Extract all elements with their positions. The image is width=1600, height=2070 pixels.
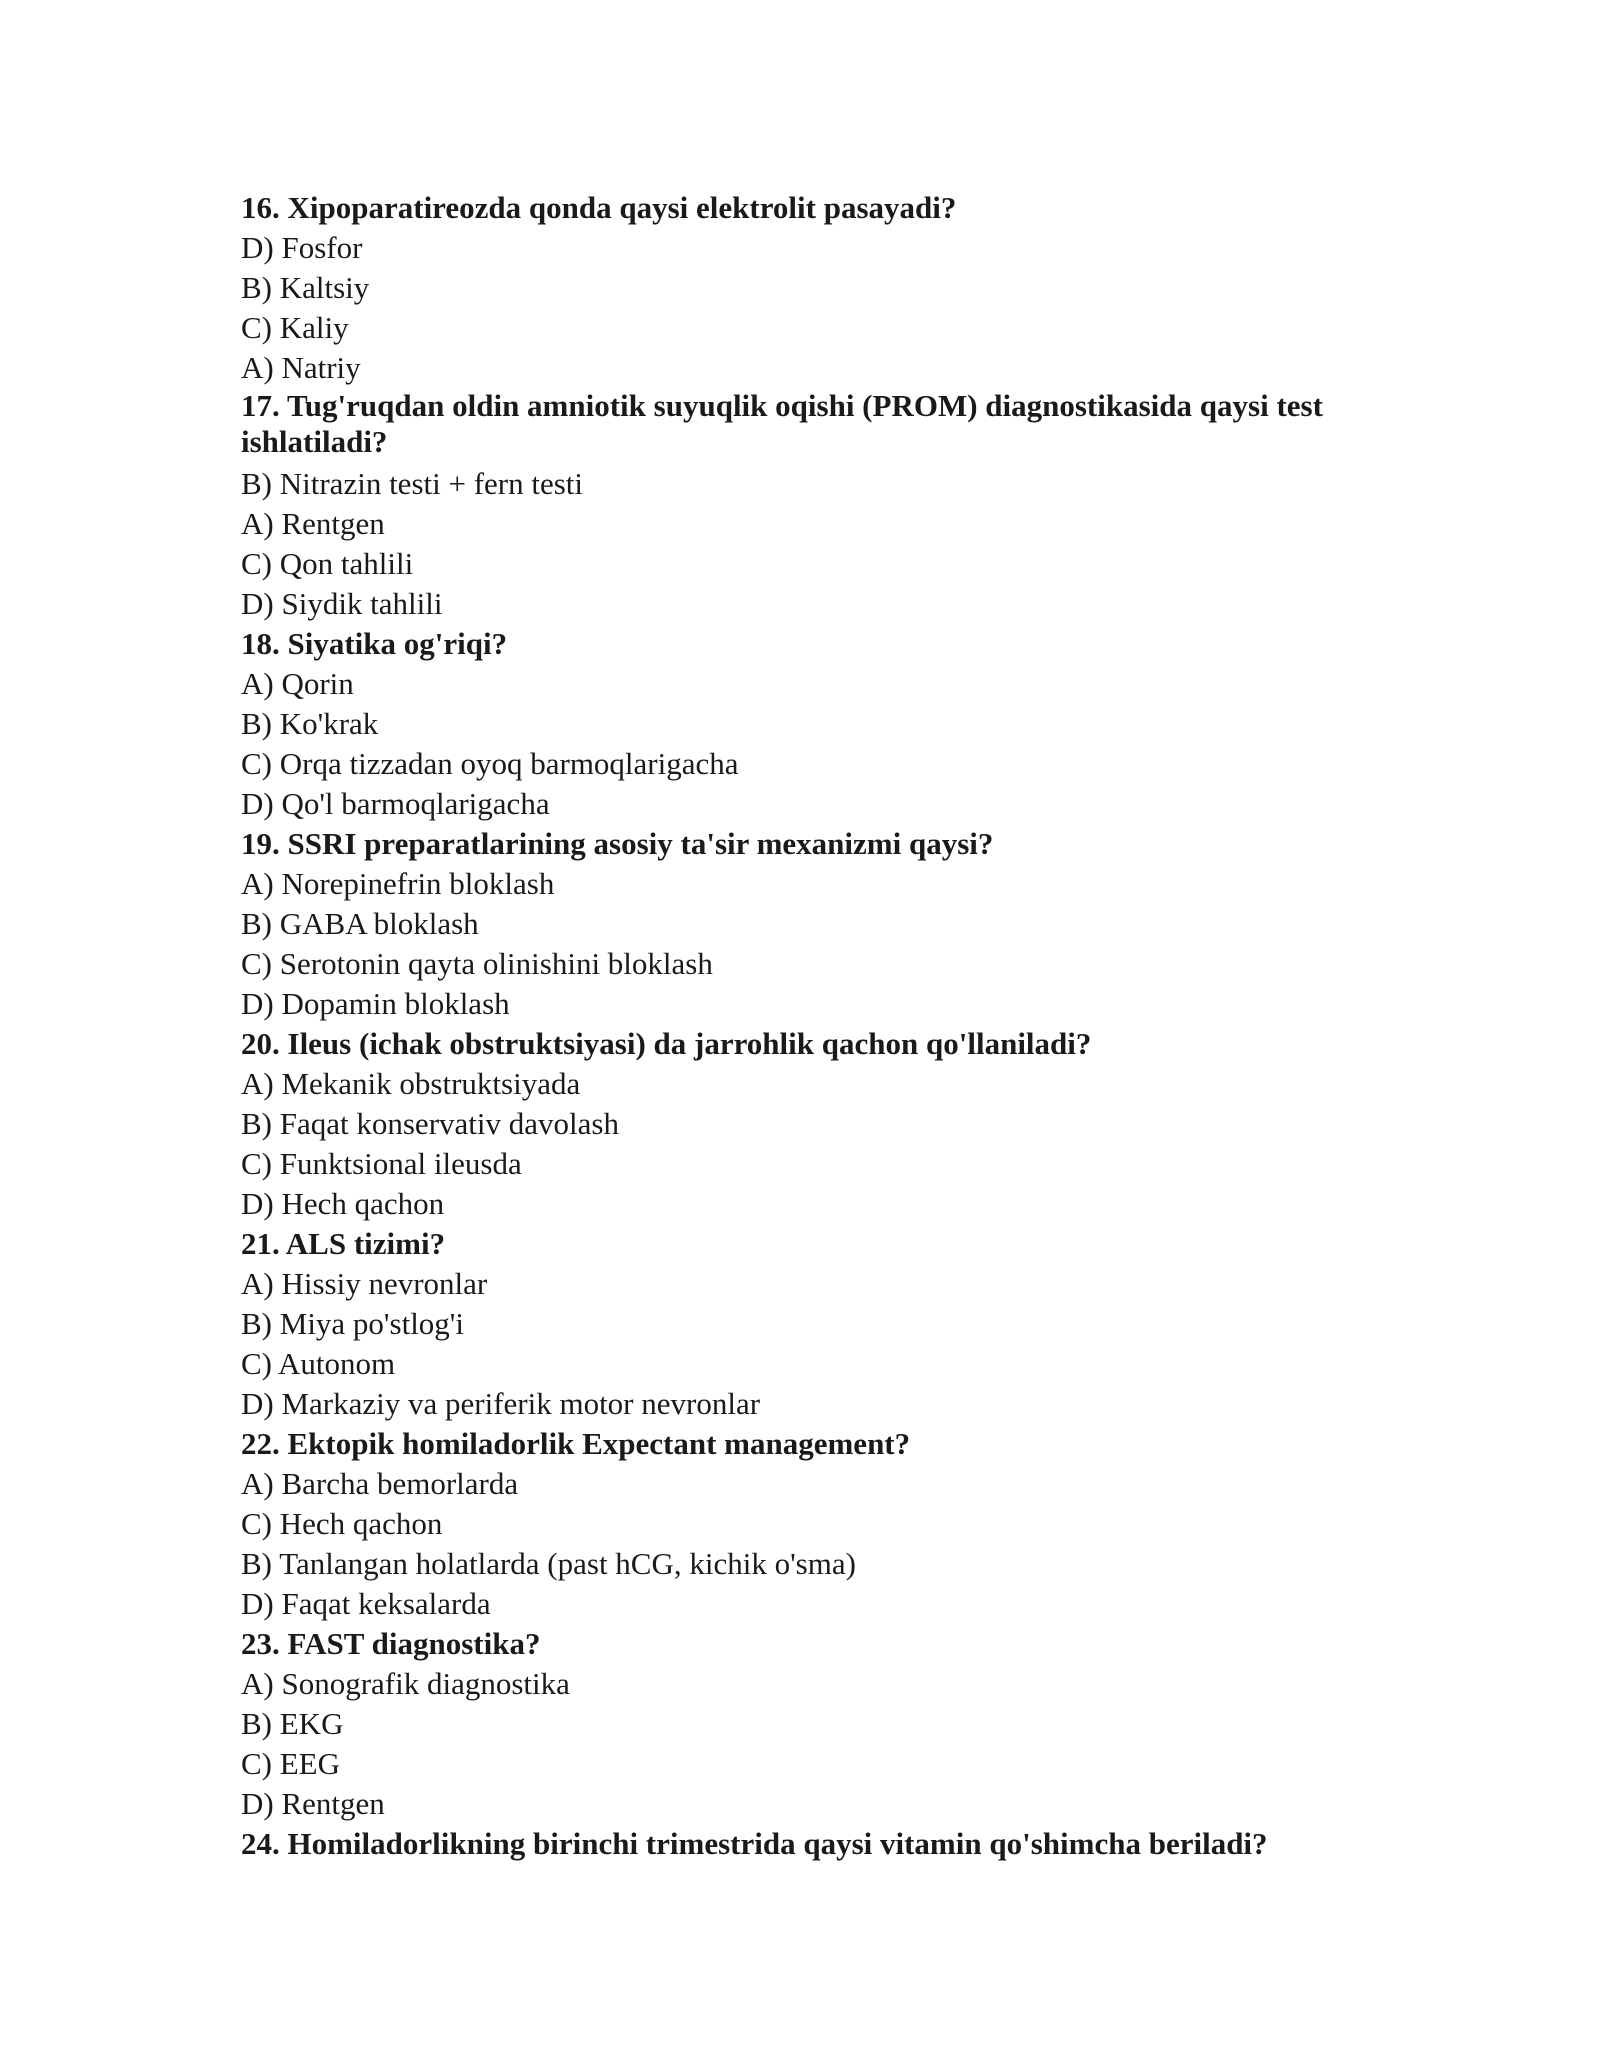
option: A) Sonografik diagnostika — [241, 1666, 570, 1701]
option: B) Kaltsiy — [241, 270, 370, 305]
option: D) Fosfor — [241, 230, 363, 265]
option: C) Hech qachon — [241, 1506, 443, 1541]
option: A) Norepinefrin bloklash — [241, 866, 555, 901]
question-20: 20. Ileus (ichak obstruktsiyasi) da jarrohlik qachon qo'llaniladi? — [241, 1026, 1092, 1061]
question-17: 17. Tug'ruqdan oldin amniotik suyuqlik oqishi (PROM) diagnostikasida qaysi test ishlatiladi? — [241, 388, 1323, 459]
question-21: 21. ALS tizimi? — [241, 1226, 446, 1261]
option: B) Faqat konservativ davolash — [241, 1106, 619, 1141]
option: D) Hech qachon — [241, 1186, 445, 1221]
option: B) Ko'krak — [241, 706, 379, 741]
option: D) Faqat keksalarda — [241, 1586, 491, 1621]
question-list — [241, 188, 1401, 1864]
option: C) EEG — [241, 1746, 341, 1781]
option: A) Qorin — [241, 666, 354, 701]
option: C) Serotonin qayta olinishini bloklash — [241, 946, 713, 981]
question-16: 16. Xipoparatireozda qonda qaysi elektrolit pasayadi? — [241, 190, 957, 225]
question-23: 23. FAST diagnostika? — [241, 1626, 541, 1661]
option: D) Rentgen — [241, 1786, 385, 1821]
option: A) Mekanik obstruktsiyada — [241, 1066, 581, 1101]
option: C) Orqa tizzadan oyoq barmoqlarigacha — [241, 746, 739, 781]
option: B) Miya po'stlog'i — [241, 1306, 465, 1341]
option: B) GABA bloklash — [241, 906, 479, 941]
option: C) Autonom — [241, 1346, 396, 1381]
option: C) Qon tahlili — [241, 546, 414, 581]
option: D) Siydik tahlili — [241, 586, 443, 621]
option: B) Nitrazin testi + fern testi — [241, 466, 584, 501]
option: A) Rentgen — [241, 506, 385, 541]
option: A) Hissiy nevronlar — [241, 1266, 488, 1301]
option: A) Natriy — [241, 350, 361, 385]
option: D) Markaziy va periferik motor nevronlar — [241, 1386, 761, 1421]
option: A) Barcha bemorlarda — [241, 1466, 519, 1501]
option: C) Funktsional ileusda — [241, 1146, 522, 1181]
question-18: 18. Siyatika og'riqi? — [241, 626, 508, 661]
question-24: 24. Homiladorlikning birinchi trimestrida qaysi vitamin qo'shimcha beriladi? — [241, 1826, 1268, 1861]
option: B) Tanlangan holatlarda (past hCG, kichik o'sma) — [241, 1546, 856, 1581]
question-19: 19. SSRI preparatlarining asosiy ta'sir mexanizmi qaysi? — [241, 826, 994, 861]
option: B) EKG — [241, 1706, 344, 1741]
question-22: 22. Ektopik homiladorlik Expectant management? — [241, 1426, 911, 1461]
option: D) Dopamin bloklash — [241, 986, 510, 1021]
option: D) Qo'l barmoqlarigacha — [241, 786, 550, 821]
option: C) Kaliy — [241, 310, 349, 345]
